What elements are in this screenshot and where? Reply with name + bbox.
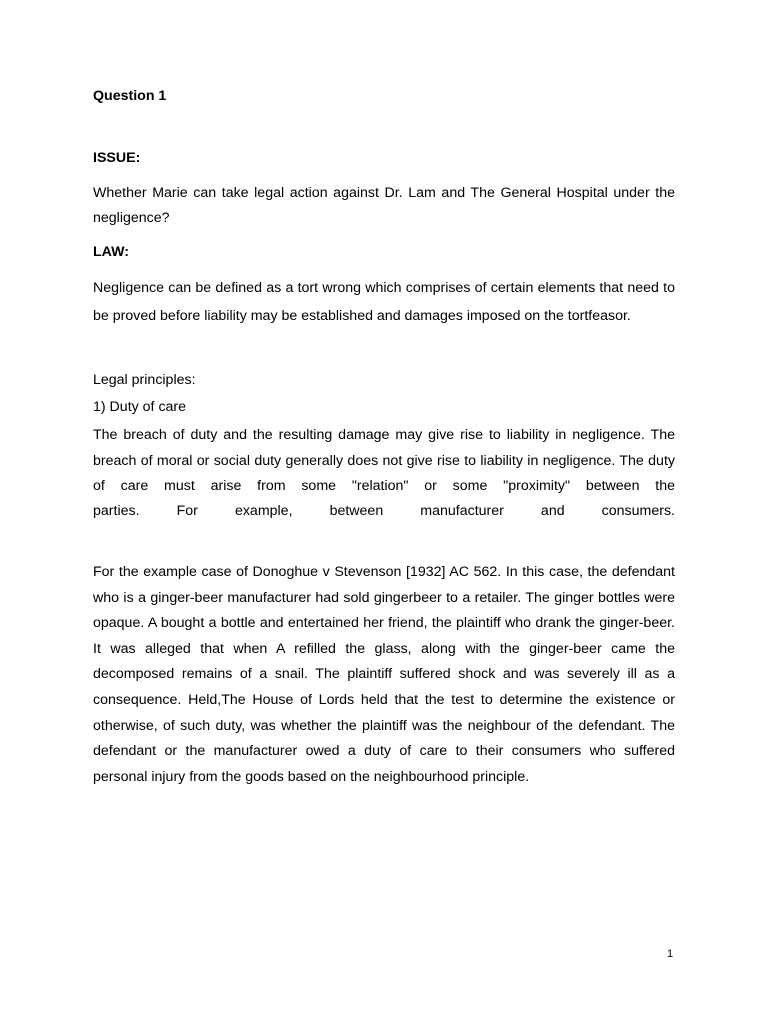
duty-of-care-title: 1) Duty of care	[93, 399, 187, 415]
law-paragraph: Negligence can be defined as a tort wrong which comprises of certain elements that need to be proved before liability may be established and damages imposed on the tortfeasor.	[93, 280, 675, 324]
question-title: Question 1	[93, 88, 167, 104]
law-heading: LAW:	[93, 244, 129, 260]
issue-heading: ISSUE:	[93, 150, 141, 166]
legal-principles-heading: Legal principles:	[93, 372, 196, 388]
duty-of-care-example-line: parties. For example, between manufacturer and consumers.	[93, 503, 675, 519]
donoghue-case-paragraph: For the example case of Donoghue v Stevenson [1932] AC 562. In this case, the defendant who is a ginger-beer manufacturer had sold gingerbeer to a retailer. The ginger bottles were opaque. A bought a bottle and entertained her friend, the plaintiff who drank the ginger-beer. It was alleged that when A refilled the glass, along with the ginger-beer came the decomposed remains of a snail. The plaintiff suffered shock and was severely ill as a consequence. Held,The House of Lords held that the test to determine the existence or otherwise, of such duty, was whether the plaintiff was the neighbour of the defendant. The defendant or the manufacturer owed a duty of care to their consumers who suffered personal injury from the goods based on the neighbourhood principle.	[93, 564, 675, 785]
page-number: 1	[666, 948, 674, 960]
duty-of-care-paragraph: The breach of duty and the resulting damage may give rise to liability in negligence. The breach of moral or social duty generally does not give rise to liability in negligence. The duty of care must arise from some "relation" or some "proximity" between the	[93, 427, 675, 494]
issue-paragraph: Whether Marie can take legal action against Dr. Lam and The General Hospital under the negligence?	[93, 185, 675, 226]
